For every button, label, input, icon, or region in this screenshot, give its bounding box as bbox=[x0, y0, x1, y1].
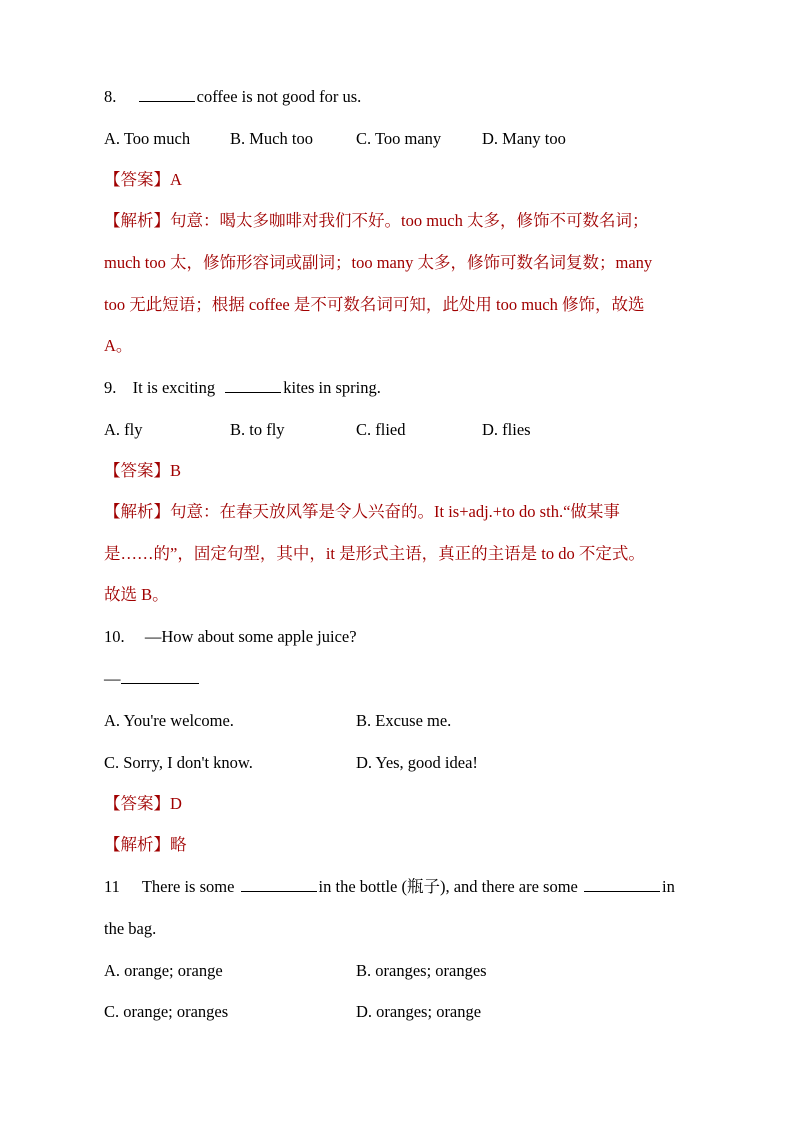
option-a: A. Too much bbox=[104, 129, 191, 148]
option-c: C. Sorry, I don't know. bbox=[104, 753, 253, 772]
analysis-line: 【解析】句意：喝太多咖啡对我们不好。too much 太多，修饰不可数名词； bbox=[104, 211, 649, 230]
question-number: 11 bbox=[104, 877, 120, 896]
question-10-options-row2 bbox=[104, 748, 724, 778]
question-9-stem bbox=[104, 373, 724, 403]
question-11-stem-line2: the bag. bbox=[104, 919, 157, 938]
question-10-stem bbox=[104, 622, 724, 652]
question-text: kites in spring. bbox=[283, 378, 381, 397]
analysis-line: too 无此短语；根据 coffee 是不可数名词可知，此处用 too much 修饰，故选 bbox=[104, 295, 645, 314]
answer-label: 【答案】D bbox=[104, 794, 182, 813]
analysis-line: much too 太，修饰形容词或副词；too many 太多，修饰可数名词复数；many bbox=[104, 253, 653, 272]
answer-label: 【答案】B bbox=[104, 461, 182, 480]
question-text: —How about some apple juice? bbox=[144, 627, 357, 646]
question-number: 10. bbox=[104, 627, 125, 646]
question-11-options-row2 bbox=[104, 997, 724, 1027]
option-a: A. orange; orange bbox=[104, 961, 223, 980]
option-a: A. fly bbox=[104, 420, 143, 439]
analysis-line: 故选 B。 bbox=[104, 585, 169, 604]
answer-blank bbox=[241, 873, 317, 892]
question-8-stem bbox=[104, 82, 724, 112]
option-c: C. flied bbox=[356, 420, 406, 439]
answer-blank bbox=[139, 83, 195, 102]
analysis-line: 是……的”，固定句型，其中，it 是形式主语，真正的主语是 to do 不定式。 bbox=[104, 544, 645, 563]
question-text: in the bottle (瓶子), and there are some bbox=[318, 877, 578, 896]
question-10-options-row1 bbox=[104, 706, 724, 736]
option-b: B. Much too bbox=[230, 129, 313, 148]
answer-blank bbox=[584, 873, 660, 892]
option-c: C. Too many bbox=[356, 129, 442, 148]
question-11-stem bbox=[104, 872, 724, 902]
answer-blank bbox=[225, 374, 281, 393]
analysis-line: A。 bbox=[104, 336, 133, 355]
question-text: coffee is not good for us. bbox=[196, 87, 362, 106]
reply-dash: — bbox=[104, 669, 121, 688]
question-10-reply bbox=[104, 664, 724, 694]
option-d: D. Many too bbox=[482, 129, 566, 148]
question-number: 8. bbox=[104, 87, 117, 106]
option-b: B. Excuse me. bbox=[356, 711, 452, 730]
question-text: in bbox=[661, 877, 675, 896]
question-11-options-row1 bbox=[104, 956, 724, 986]
option-d: D. Yes, good idea! bbox=[356, 753, 478, 772]
option-a: A. You're welcome. bbox=[104, 711, 234, 730]
option-c: C. orange; oranges bbox=[104, 1002, 229, 1021]
question-text: It is exciting bbox=[132, 378, 216, 397]
question-number: 9. bbox=[104, 378, 117, 397]
option-d: D. flies bbox=[482, 420, 531, 439]
question-9-options bbox=[104, 415, 724, 445]
answer-blank bbox=[121, 665, 199, 684]
answer-label: 【答案】A bbox=[104, 170, 182, 189]
analysis-line: 【解析】句意：在春天放风筝是令人兴奋的。It is+adj.+to do sth.“做某事 bbox=[104, 502, 620, 521]
question-text: There is some bbox=[141, 877, 235, 896]
analysis-line: 【解析】略 bbox=[104, 835, 187, 854]
question-8-options bbox=[104, 124, 724, 154]
option-b: B. to fly bbox=[230, 420, 285, 439]
option-d: D. oranges; orange bbox=[356, 1002, 482, 1021]
option-b: B. oranges; oranges bbox=[356, 961, 487, 980]
